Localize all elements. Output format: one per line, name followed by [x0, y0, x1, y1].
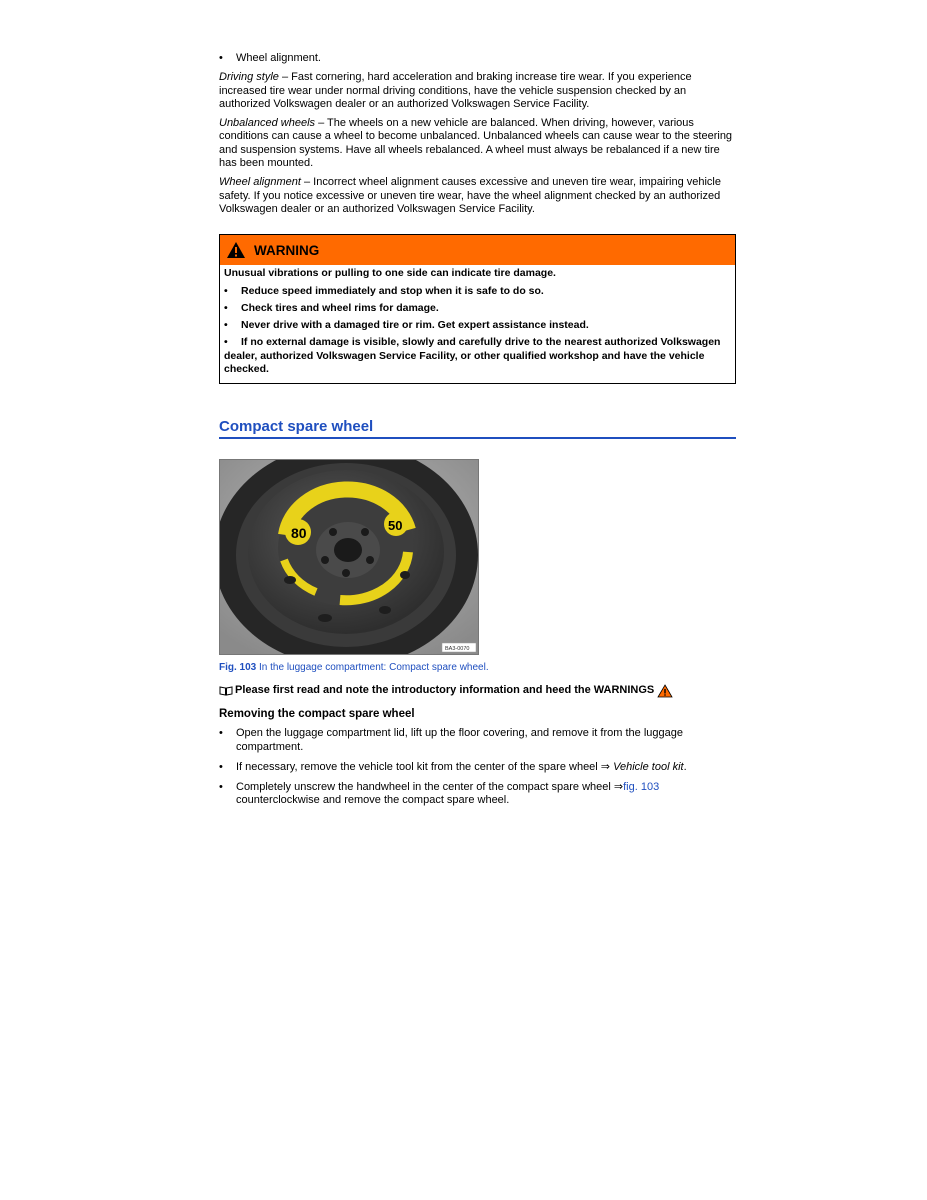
- warning-title: WARNING: [254, 242, 320, 258]
- list-item: • Wheel alignment.: [219, 52, 321, 64]
- paragraph-wheel-alignment: Wheel alignment – Incorrect wheel alignment causes excessive and uneven tire wear, impairing vehicle safety. If you notice excessive or uneven tire wear, have the wheel alignment checked by an authorized Volkswagen dealer or an authorized Volkswagen Service Facility.: [219, 176, 721, 215]
- list-item: • Open the luggage compartment lid, lift up the floor covering, and remove it from the luggage compartment.: [219, 727, 683, 753]
- warning-body: [220, 265, 735, 383]
- figure-caption: Fig. 103 In the luggage compartment: Compact spare wheel.: [219, 661, 489, 673]
- warning-intro: Unusual vibrations or pulling to one side can indicate tire damage.: [224, 267, 556, 280]
- step-list: [219, 727, 736, 807]
- list-item: • If necessary, remove the vehicle tool kit from the center of the spare wheel ⇒ Vehicle tool kit.: [219, 760, 687, 773]
- document-page: [219, 52, 736, 815]
- warning-item: • Reduce speed immediately and stop when it is safe to do so.: [224, 284, 544, 297]
- figure-code: BA3-0070: [445, 645, 470, 652]
- warning-header: [220, 235, 735, 265]
- figure-label-left: 80: [291, 524, 307, 541]
- warning-box: [219, 234, 736, 384]
- paragraph-driving-style: Driving style – Fast cornering, hard acceleration and braking increase tire wear. If you experience increased tire wear under normal driving conditions, have the vehicle suspension checked by an authorized Volkswagen dealer or an authorized Volkswagen Service Facility.: [219, 71, 692, 110]
- warning-item: • Never drive with a damaged tire or rim. Get expert assistance instead.: [224, 319, 589, 332]
- subheading: Removing the compact spare wheel: [219, 707, 415, 720]
- spare-wheel-image: [220, 460, 478, 654]
- warning-item: • Check tires and wheel rims for damage.: [224, 301, 439, 314]
- read-note: Please first read and note the introductory information and heed the WARNINGS: [219, 684, 736, 698]
- warning-item: • If no external damage is visible, slowly and carefully drive to the nearest authorized Volkswagen dealer, authorized Volkswagen Service Facility, or other qualified workshop and have the vehicle checked.: [224, 336, 721, 376]
- warning-triangle-icon: [226, 241, 246, 259]
- paragraph-unbalanced-wheels: Unbalanced wheels – The wheels on a new vehicle are balanced. When driving, however, various conditions can cause a wheel to become unbalanced. Unbalanced wheels can cause wear to the steering and suspension systems. Have all wheels rebalanced. A wheel must always be rebalanced if a new tire has been mounted.: [219, 117, 733, 170]
- figure-link[interactable]: fig. 103: [623, 781, 660, 794]
- figure-label-right: 50: [388, 517, 403, 533]
- section-title: Compact spare wheel: [219, 420, 736, 438]
- spare-wheel-figure: [219, 459, 479, 655]
- warning-triangle-icon: [657, 684, 673, 698]
- book-icon: [219, 686, 233, 696]
- list-item: • Completely unscrew the handwheel in the center of the compact spare wheel ⇒fig. 103 counterclockwise and remove the compact spare wheel.: [219, 781, 660, 807]
